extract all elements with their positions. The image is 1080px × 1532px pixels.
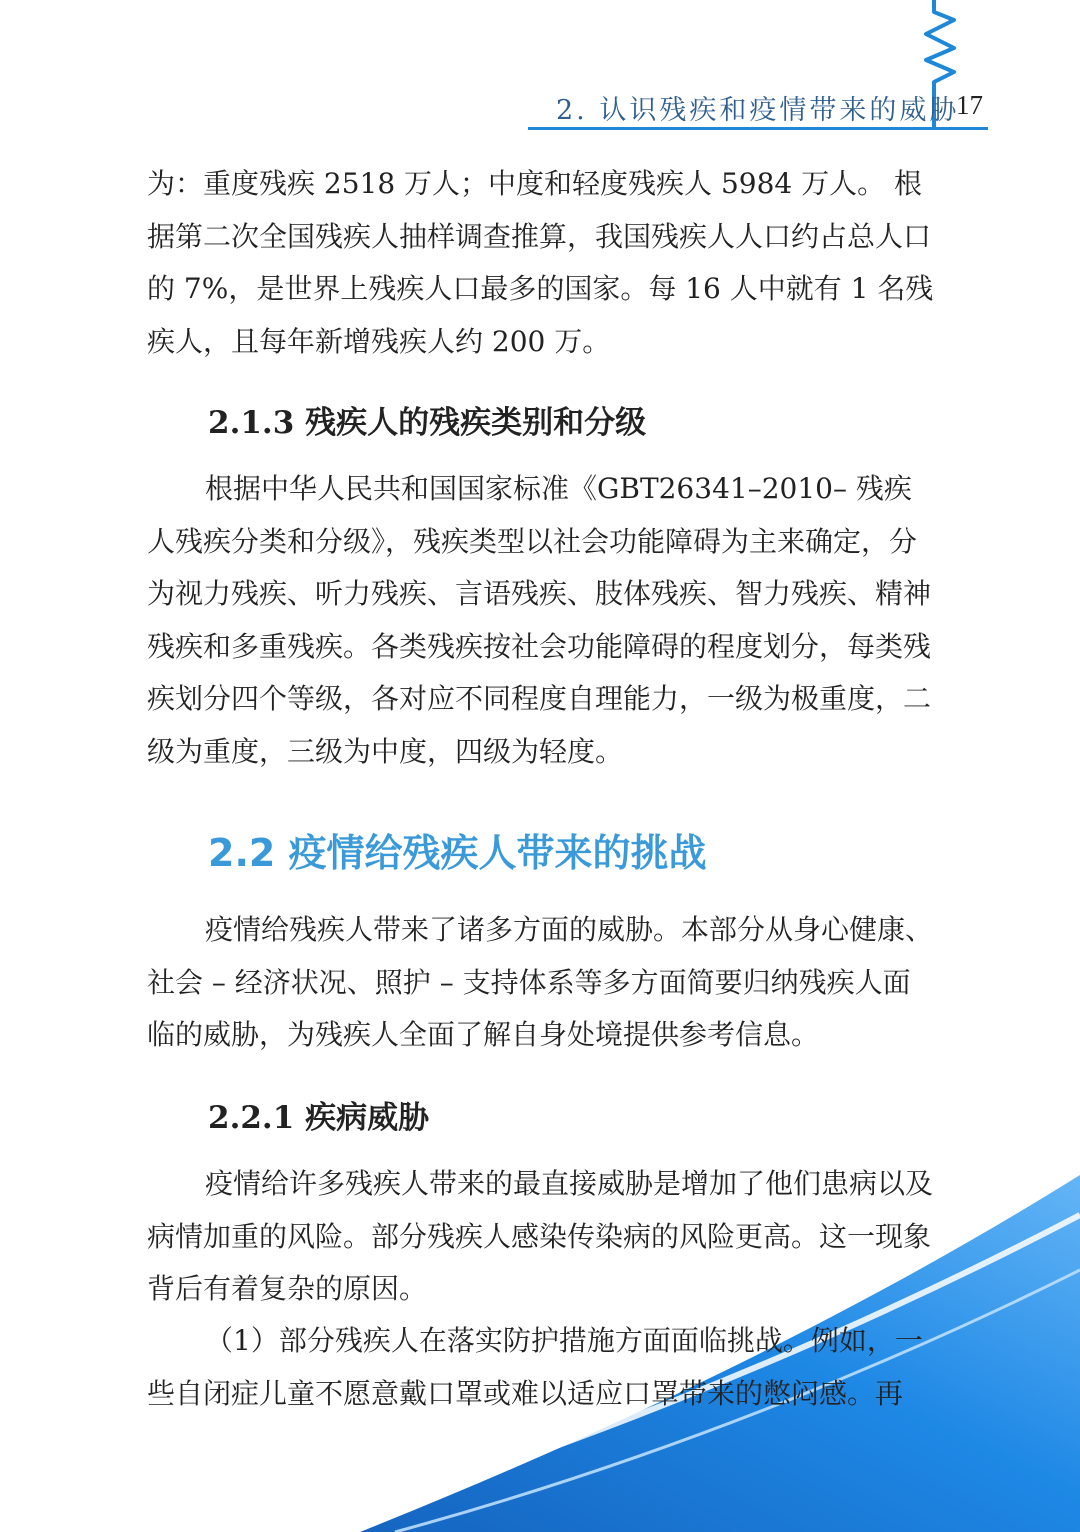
chapter-title: 2. 认识残疾和疫情带来的威胁 xyxy=(556,95,960,126)
paragraph-disability-population: 为：重度残疾 2518 万人；中度和轻度残疾人 5984 万人。 根据第二次全国残疾人抽样调查推算，我国残疾人人口约占总人口的 7%，是世界上残疾人口最多的国家。每 16 人中就有 1 名残疾人，且每年新增残疾人约 200 万。 xyxy=(147,167,934,358)
header-rule xyxy=(528,127,988,130)
heading-2-2-1: 2.2.1 疾病威胁 xyxy=(208,1100,430,1136)
paragraph-protection-challenges: （1）部分残疾人在落实防护措施方面面临挑战。例如，一些自闭症儿童不愿意戴口罩或难以适应口罩带来的憋闷感。再 xyxy=(147,1324,923,1410)
heading-2-1-3: 2.1.3 残疾人的残疾类别和分级 xyxy=(208,405,647,441)
page-number: 17 xyxy=(956,90,983,120)
paragraph-disability-categories: 根据中华人民共和国国家标准《GBT26341–2010– 残疾人残疾分类和分级》，残疾类型以社会功能障碍为主来确定，分为视力残疾、听力残疾、言语残疾、肢体残疾、智力残疾、精神残疾和多重残疾。各类残疾按社会功能障碍的程度划分，每类残疾划分四个等级，各对应不同程度自理能力，一级为极重度，二级为重度，三级为中度，四级为轻度。 xyxy=(147,472,932,768)
paragraph-epidemic-threats: 疫情给残疾人带来了诸多方面的威胁。本部分从身心健康、社会 – 经济状况、照护 – 支持体系等多方面简要归纳残疾人面临的威胁，为残疾人全面了解自身处境提供参考信息。 xyxy=(147,913,934,1052)
paragraph-disease-threat: 疫情给许多残疾人带来的最直接威胁是增加了他们患病以及病情加重的风险。部分残疾人感染传染病的风险更高。这一现象背后有着复杂的原因。 xyxy=(147,1167,934,1306)
heading-2-2: 2.2 疫情给残疾人带来的挑战 xyxy=(208,831,707,875)
